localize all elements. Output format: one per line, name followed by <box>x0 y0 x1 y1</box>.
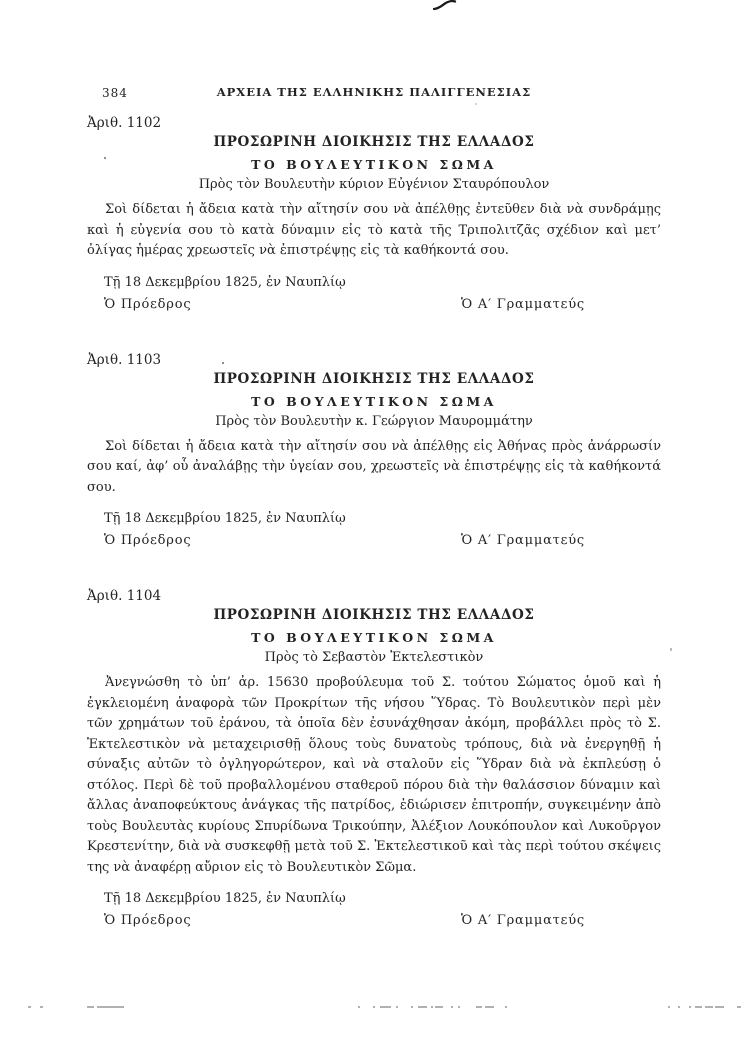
doc-number: Ἀριθ. 1104 <box>87 588 162 604</box>
signature-president: Ὁ Πρόεδρος <box>104 913 192 928</box>
doc-dateline: Τῇ 18 Δεκεμβρίου 1825, ἐν Ναυπλίῳ <box>104 511 346 526</box>
doc-title: ΠΡΟΣΩΡΙΝΗ ΔΙΟΙΚΗΣΙΣ ΤΗΣ ΕΛΛΑΔΟΣ <box>213 370 535 387</box>
doc-number: Ἀριθ. 1103 <box>87 351 162 368</box>
doc-addressee: Πρὸς τὸ Σεβαστὸν Ἐκτελεστικὸν <box>264 650 484 665</box>
scan-speck <box>104 157 106 159</box>
doc-body: Σοὶ δίδεται ἡ ἄδεια κατὰ τὴν αἴτησίν σου νὰ ἀπέλθῃς εἰς Ἀθήνας πρὸς ἀνάρρωσίν σου καί, ἀφ’ οὗ ἀναλάβῃς τὴν ὑγείαν σου, χρεωστεῖς νὰ ἐπιστρέψῃς εἰς τὰ καθήκοντά σου. <box>87 438 661 495</box>
page-number: 384 <box>102 86 128 100</box>
doc-signatures <box>87 533 661 548</box>
scan-speck <box>475 103 477 105</box>
signature-president: Ὁ Πρόεδρος <box>104 533 192 548</box>
doc-number: Ἀριθ. 1102 <box>87 115 162 131</box>
doc-dateline: Τῇ 18 Δεκεμβρίου 1825, ἐν Ναυπλίῳ <box>104 891 346 906</box>
doc-signatures <box>87 913 661 928</box>
doc-title: ΠΡΟΣΩΡΙΝΗ ΔΙΟΙΚΗΣΙΣ ΤΗΣ ΕΛΛΑΔΟΣ <box>213 134 535 150</box>
scan-speck <box>670 648 672 651</box>
document <box>87 115 661 312</box>
doc-signatures <box>87 297 661 312</box>
signature-president: Ὁ Πρόεδρος <box>104 296 192 312</box>
document <box>87 588 661 928</box>
doc-title: ΠΡΟΣΩΡΙΝΗ ΔΙΟΙΚΗΣΙΣ ΤΗΣ ΕΛΛΑΔΟΣ <box>213 607 535 623</box>
doc-subtitle: ΤΟ ΒΟΥΛΕΥΤΙΚΟΝ ΣΩΜΑ <box>251 393 497 409</box>
document <box>87 352 661 549</box>
signature-secretary: Ὁ Α′ Γραμματεύς <box>460 296 585 312</box>
doc-addressee: Πρὸς τὸν Βουλευτὴν κ. Γεώργιον Μαυρομμάτην <box>215 413 533 429</box>
signature-secretary: Ὁ Α′ Γραμματεύς <box>460 533 585 548</box>
signature-secretary: Ὁ Α′ Γραμματεύς <box>460 913 585 928</box>
scan-speck <box>222 362 224 364</box>
doc-subtitle: ΤΟ ΒΟΥΛΕΥΤΙΚΟΝ ΣΩΜΑ <box>251 157 497 172</box>
pen-mark <box>433 0 457 11</box>
doc-addressee: Πρὸς τὸν Βουλευτὴν κύριον Εὐγένιον Σταυρόπουλον <box>198 177 550 192</box>
running-header <box>87 85 661 101</box>
page-content <box>87 85 661 928</box>
doc-dateline: Τῇ 18 Δεκεμβρίου 1825, ἐν Ναυπλίῳ <box>104 274 346 290</box>
doc-body: Σοὶ δίδεται ἡ ἄδεια κατὰ τὴν αἴτησίν σου νὰ ἀπέλθῃς ἐντεῦθεν διὰ νὰ συνδράμῃς καὶ ἡ εὐγενία σου τὸ κατὰ δύναμιν εἰς τὸ κατὰ τῆς Τριπολιτζᾶς σχέδιον καὶ μετ’ ὀλίγας ἡμέρας χρεωστεῖς νὰ ἐπιστρέψῃς εἰς τὰ καθήκοντά σου. <box>87 202 661 258</box>
page-header-title: ΑΡΧΕΙΑ ΤΗΣ ΕΛΛΗΝΙΚΗΣ ΠΑΛΙΓΓΕΝΕΣΙΑΣ <box>216 85 532 99</box>
doc-body: Ἀνεγνώσθη τὸ ὑπ’ ἀρ. 15630 προβούλευμα τοῦ Σ. τούτου Σώματος ὁμοῦ καὶ ἡ ἐγκλειομένη ἀναφορὰ τῶν Προκρίτων τῆς νήσου Ὕδρας. Τὸ Βουλευτικὸν περὶ μὲν τῶν χρημάτων τοῦ ἐράνου, τὰ ὁποῖα δὲν ἐσυνάχθησαν ἀκόμη, προβάλλει πρὸς τὸ Σ. Ἐκτελεστικὸν νὰ μεταχειρισθῇ ὅλους τοὺς δυνατοὺς τρόπους, διὰ νὰ ἐνεργηθῇ ἡ σύναξις αὐτῶν τὸ ὀγληγορώτερον, καὶ νὰ σταλοῦν εἰς Ὕδραν διὰ νὰ ἐκπλεύσῃ ὁ στόλος. Περὶ δὲ τοῦ προβαλλομένου σταθεροῦ πόρου διὰ τὴν θαλάσσιον δύναμιν καὶ ἄλλας ἀναποφεύκτους ἀνάγκας τῆς πατρίδος, ἐδιώρισεν ἐπιτροπήν, συγκειμένην ἀπὸ τοὺς Βουλευτὰς κυρίους Σπυρίδωνα Τρικούπην, Ἀλέξιον Λουκόπουλον καὶ Λυκοῦργον Κρεστενίτην, διὰ νὰ συσκεφθῇ μετὰ τοῦ Σ. Ἐκτελεστικοῦ καὶ τὰς περὶ τούτου σκέψεις της νὰ ἀναφέρῃ αὔριον εἰς τὸ Βουλευτικὸν Σῶμα. <box>87 675 661 875</box>
doc-subtitle: ΤΟ ΒΟΥΛΕΥΤΙΚΟΝ ΣΩΜΑ <box>251 630 497 645</box>
